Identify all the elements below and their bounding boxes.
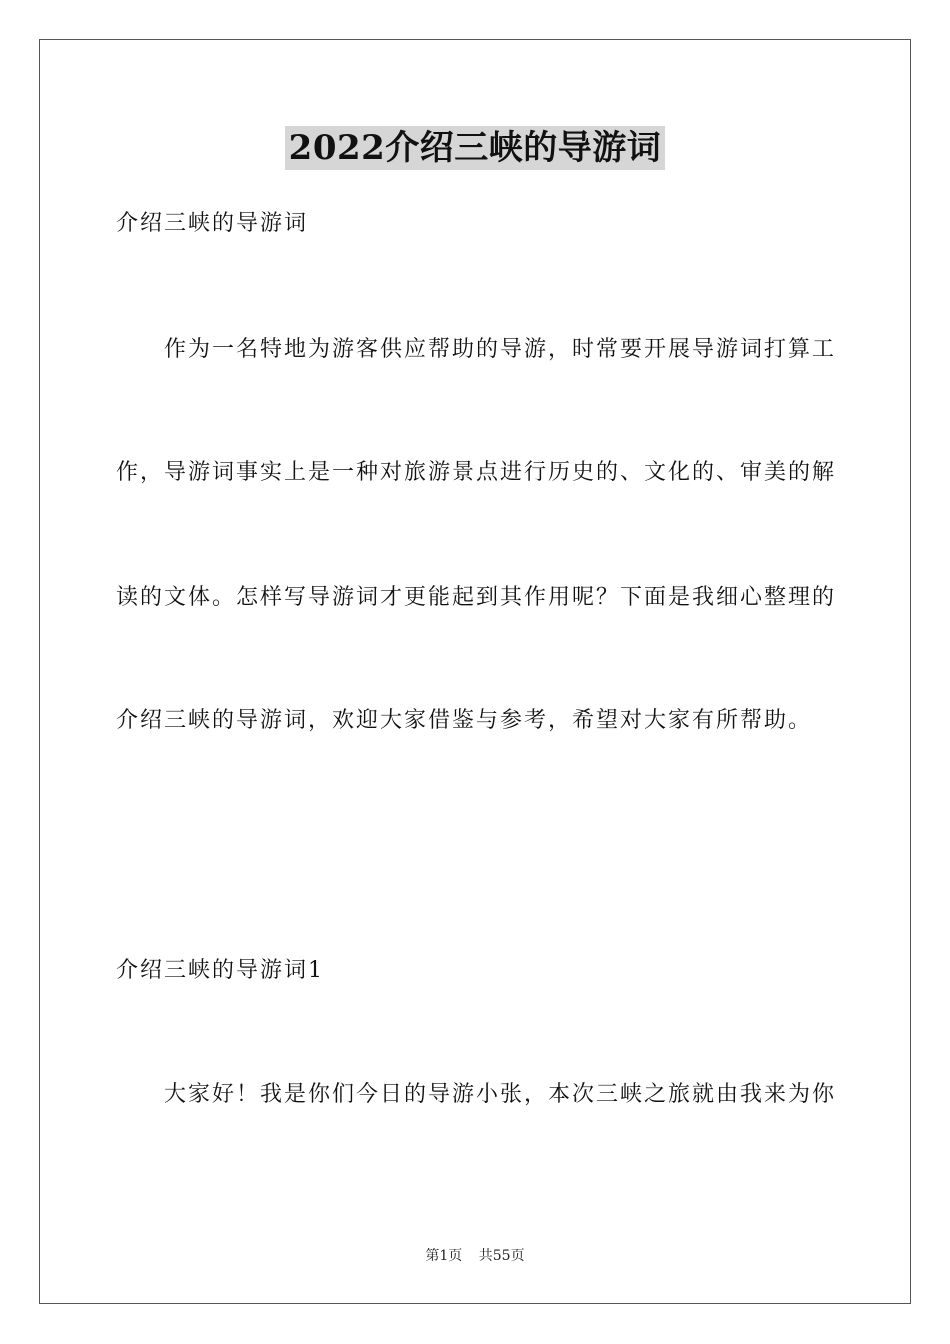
document-title: [0, 126, 950, 170]
page-number: 第1页: [425, 1248, 463, 1264]
page-total: 共55页: [478, 1248, 525, 1264]
intro-line-2: 作，导游词事实上是一种对旅游景点进行历史的、文化的、审美的解: [116, 460, 837, 485]
section-line-1: 大家好！我是你们今日的导游小张，本次三峡之旅就由我来为你: [164, 1082, 837, 1107]
document-title-text: 2022介绍三峡的导游词: [285, 126, 666, 170]
section-heading: 介绍三峡的导游词1: [116, 958, 324, 983]
intro-line-1: 作为一名特地为游客供应帮助的导游，时常要开展导游词打算工: [164, 337, 837, 362]
intro-line-3: 读的文体。怎样写导游词才更能起到其作用呢？下面是我细心整理的: [116, 585, 837, 610]
intro-line-4: 介绍三峡的导游词，欢迎大家借鉴与参考，希望对大家有所帮助。: [116, 708, 813, 733]
document-subtitle: 介绍三峡的导游词: [116, 211, 309, 236]
page-footer: [0, 1247, 950, 1265]
